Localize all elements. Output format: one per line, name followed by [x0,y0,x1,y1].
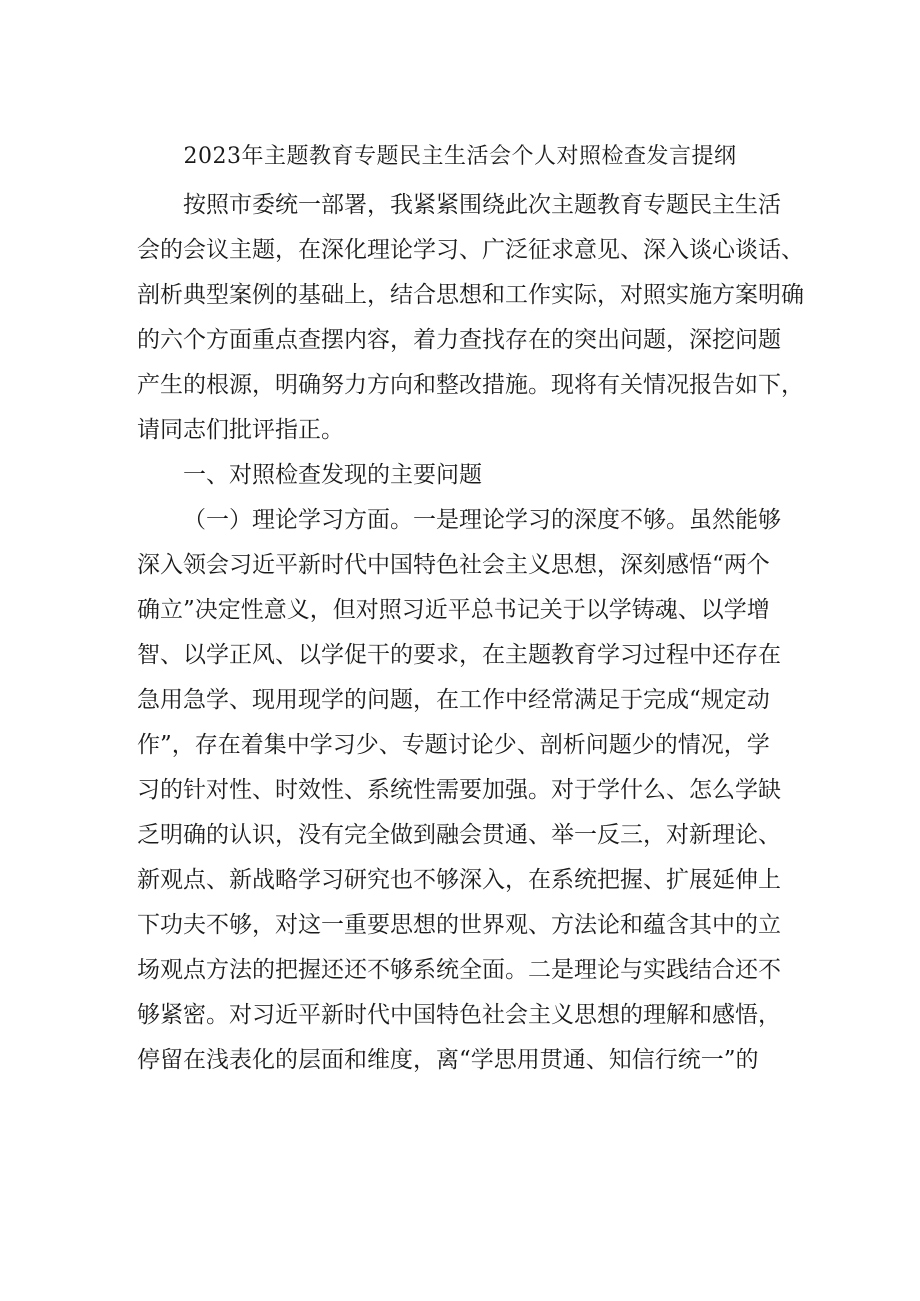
paragraph-line: 够紧密。对习近平新时代中国特色社会主义思想的理解和感悟， [137,1002,781,1028]
paragraph-line: 按照市委统一部署，我紧紧围绕此次主题教育专题民主生活 [183,192,781,218]
paragraph-line: 新观点、新战略学习研究也不够深入，在系统把握、扩展延伸上 [137,867,781,893]
paragraph-line: 剖析典型案例的基础上，结合思想和工作实际，对照实施方案明确 [137,282,804,308]
paragraph-line: 习的针对性、时效性、系统性需要加强。对于学什么、怎么学缺 [137,777,781,803]
paragraph-line: 场观点方法的把握还还不够系统全面。二是理论与实践结合还不 [137,957,781,983]
paragraph-line: 停留在浅表化的层面和维度，离“学思用贯通、知信行统一”的 [137,1047,759,1073]
paragraph-line: 的六个方面重点查摆内容，着力查找存在的突出问题，深挖问题 [137,327,781,353]
paragraph-line: 下功夫不够，对这一重要思想的世界观、方法论和蕴含其中的立 [137,912,781,938]
section-heading: 一、对照检查发现的主要问题 [183,462,482,488]
paragraph-line: 作”，存在着集中学习少、专题讨论少、剖析问题少的情况，学 [137,732,770,758]
paragraph-line: 确立”决定性意义，但对照习近平总书记关于以学铸魂、以学增 [137,597,770,623]
document-title: 2023年主题教育专题民主生活会个人对照检查发言提纲 [183,144,737,169]
paragraph-line: 产生的根源，明确努力方向和整改措施。现将有关情况报告如下， [137,372,804,398]
paragraph-line: 急用急学、现用现学的问题，在工作中经常满足于完成“规定动 [137,687,770,713]
paragraph-line: 深入领会习近平新时代中国特色社会主义思想，深刻感悟“两个 [137,552,770,578]
paragraph-line: 请同志们批评指正。 [137,417,344,443]
paragraph-line: （一）理论学习方面。一是理论学习的深度不够。虽然能够 [183,507,781,533]
paragraph-line: 会的会议主题，在深化理论学习、广泛征求意见、深入谈心谈话、 [137,237,804,263]
paragraph-line: 智、以学正风、以学促干的要求，在主题教育学习过程中还存在 [137,642,781,668]
paragraph-line: 乏明确的认识，没有完全做到融会贯通、举一反三，对新理论、 [137,822,781,848]
